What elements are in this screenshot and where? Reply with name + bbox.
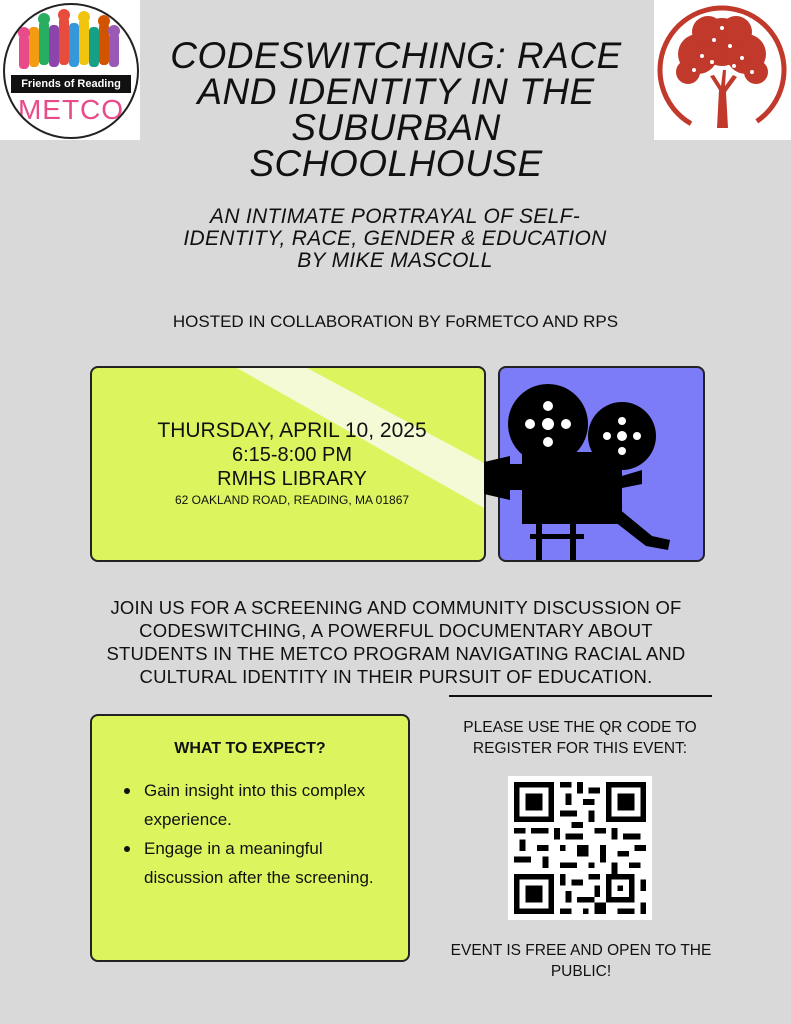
expect-item-discussion: Engage in a meaningful discussion after the screening. bbox=[122, 834, 392, 892]
event-title: CODESWITCHING: RACE AND IDENTITY IN THE SUBURBAN SCHOOLHOUSE bbox=[170, 35, 622, 184]
register-instructions: PLEASE USE THE QR CODE TO REGISTER FOR THIS EVENT: bbox=[463, 719, 697, 757]
divider-line bbox=[449, 695, 712, 697]
expect-list bbox=[122, 776, 392, 892]
camera-panel bbox=[498, 366, 705, 562]
expect-item-insight: Gain insight into this complex experience. bbox=[122, 776, 392, 834]
event-details-box bbox=[90, 366, 486, 562]
red-tree-logo bbox=[654, 0, 791, 140]
logo-org-name: Friends of Reading bbox=[21, 78, 121, 90]
what-to-expect-title: WHAT TO EXPECT? bbox=[174, 740, 326, 757]
event-description: JOIN US FOR A SCREENING AND COMMUNITY DISCUSSION OF CODESWITCHING, A POWERFUL DOCUMENTARY ABOUT STUDENTS IN THE METCO PROGRAM NAVIGATING RACIAL AND CULTURAL IDENTITY IN THEIR PURSUIT OF EDUCATION. bbox=[106, 597, 686, 687]
event-date: THURSDAY, APRIL 10, 2025 bbox=[157, 419, 427, 442]
qr-code-graphic bbox=[508, 776, 652, 920]
event-location: RMHS LIBRARY bbox=[217, 468, 367, 490]
free-event-note: EVENT IS FREE AND OPEN TO THE PUBLIC! bbox=[450, 942, 712, 980]
event-address: 62 OAKLAND ROAD, READING, MA 01867 bbox=[174, 493, 410, 507]
movie-camera-icon bbox=[500, 368, 703, 560]
event-details bbox=[142, 418, 442, 509]
subtitle-line-2: IDENTITY, RACE, GENDER & EDUCATION bbox=[183, 227, 607, 250]
logo-metco-text: METCO bbox=[17, 94, 125, 125]
qr-code-icon[interactable] bbox=[508, 776, 652, 920]
subtitle-line-3: BY MIKE MASCOLL bbox=[297, 249, 493, 272]
what-to-expect-box bbox=[90, 714, 410, 962]
event-subtitle bbox=[150, 206, 640, 272]
subtitle-line-1: AN INTIMATE PORTRAYAL OF SELF- bbox=[210, 205, 580, 228]
red-tree-icon bbox=[654, 0, 791, 140]
event-time: 6:15-8:00 PM bbox=[231, 444, 353, 466]
friends-of-reading-metco-logo bbox=[0, 0, 140, 140]
hosted-by-text: HOSTED IN COLLABORATION BY FoRMETCO AND RPS bbox=[172, 312, 619, 331]
